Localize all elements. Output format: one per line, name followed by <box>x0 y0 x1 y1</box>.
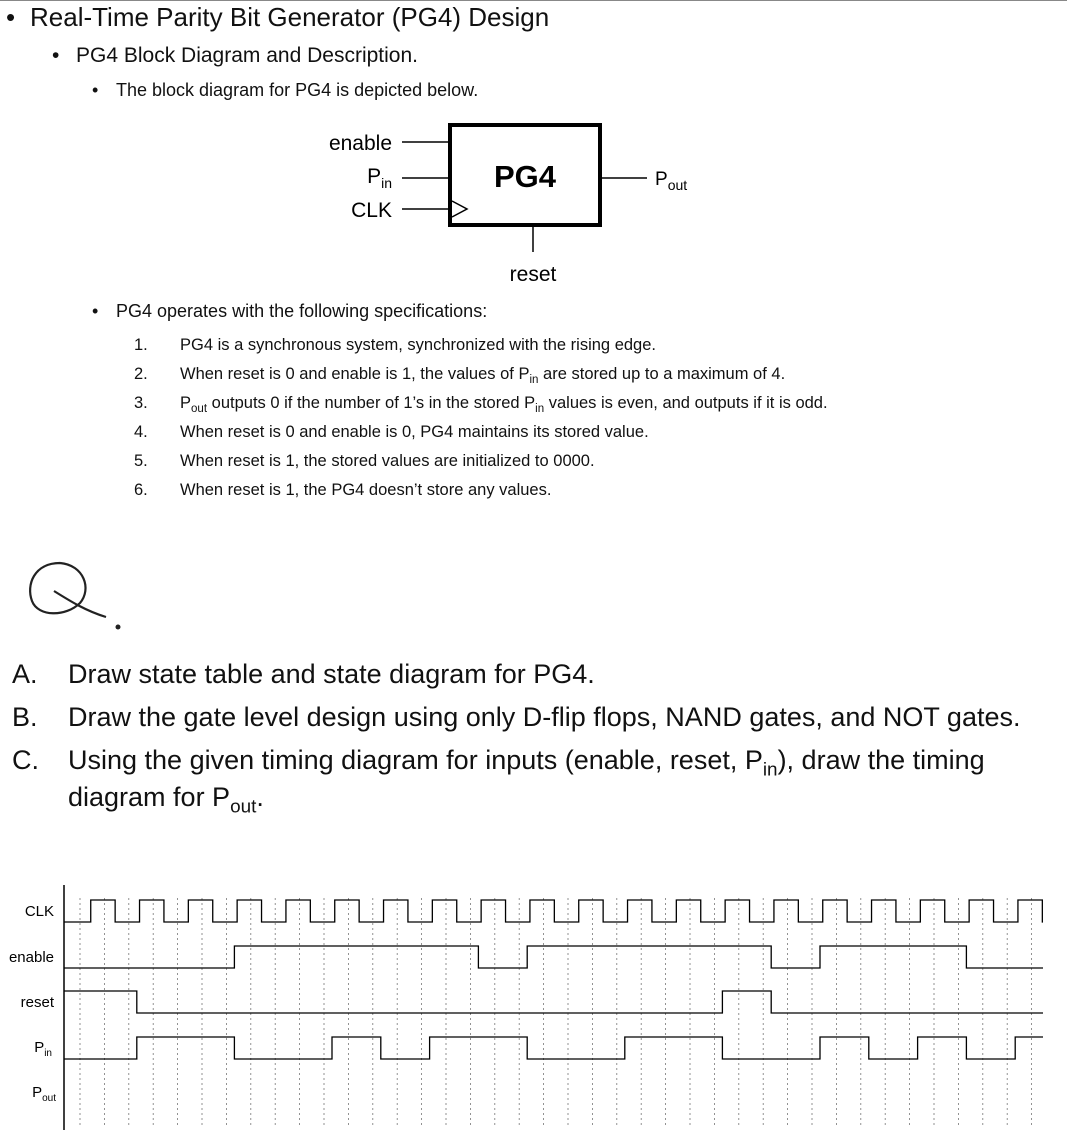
timing-label-pin: $P_{in}$ <box>34 1039 52 1059</box>
timing-label-reset: reset <box>20 994 54 1011</box>
spec-item: 3. $P_{out}$ outputs 0 if the number of 1’s in the stored $P_{in}$ values is even, and outputs if it is odd. <box>134 394 828 416</box>
spec-item: 4. When reset is 0 and enable is 0, PG4 maintains its stored value. <box>134 423 649 441</box>
pin-input-label: $P_{in}$ <box>367 165 392 191</box>
timing-label-pout: $P_{out}$ <box>32 1084 56 1104</box>
timing-diagram <box>0 880 1067 1140</box>
clk-waveform <box>64 900 1043 922</box>
question-b: B. Draw the gate level design using only D-flip flops, NAND gates, and NOT gates. <box>12 702 1021 732</box>
enable-input-label: enable <box>328 132 392 155</box>
specs-list <box>134 332 828 506</box>
spec-item: 2. When reset is 0 and enable is 1, the values of $P_{in}$ are stored up to a maximum of 4. <box>134 365 786 387</box>
timing-label-enable: enable <box>8 949 54 966</box>
spec-item: 6. When reset is 1, the PG4 doesn’t store any values. <box>134 481 552 499</box>
reset-input-label: reset <box>509 263 557 286</box>
timing-label-clk: CLK <box>24 903 54 920</box>
page-title: • Real-Time Parity Bit Generator (PG4) Design <box>6 2 550 32</box>
specs-heading: • PG4 operates with the following specifications: <box>92 301 488 321</box>
block-diagram <box>0 0 1067 300</box>
pin-waveform <box>64 1037 1043 1059</box>
enable-waveform <box>64 946 1043 968</box>
pout-output-label: $P_{out}$ <box>655 169 688 193</box>
spec-item: 5. When reset is 1, the stored values are initialized to 0000. <box>134 452 595 470</box>
pg4-block-label: PG4 <box>493 159 557 194</box>
diagram-intro: • The block diagram for PG4 is depicted below. <box>92 80 479 100</box>
clk-input-label: CLK <box>351 199 392 222</box>
question-c: C. Using the given timing diagram for inputs (enable, reset, $P_{in}$), draw the timing diagram for $P_{out}$. <box>12 745 985 818</box>
spec-item: 1. PG4 is a synchronous system, synchronized with the rising edge. <box>134 336 656 354</box>
section-subtitle: • PG4 Block Diagram and Description. <box>52 44 418 67</box>
questions <box>12 656 1067 822</box>
reset-waveform <box>64 991 1043 1013</box>
question-a: A. Draw state table and state diagram for PG4. <box>12 659 595 689</box>
handwritten-q-mark <box>20 555 130 635</box>
